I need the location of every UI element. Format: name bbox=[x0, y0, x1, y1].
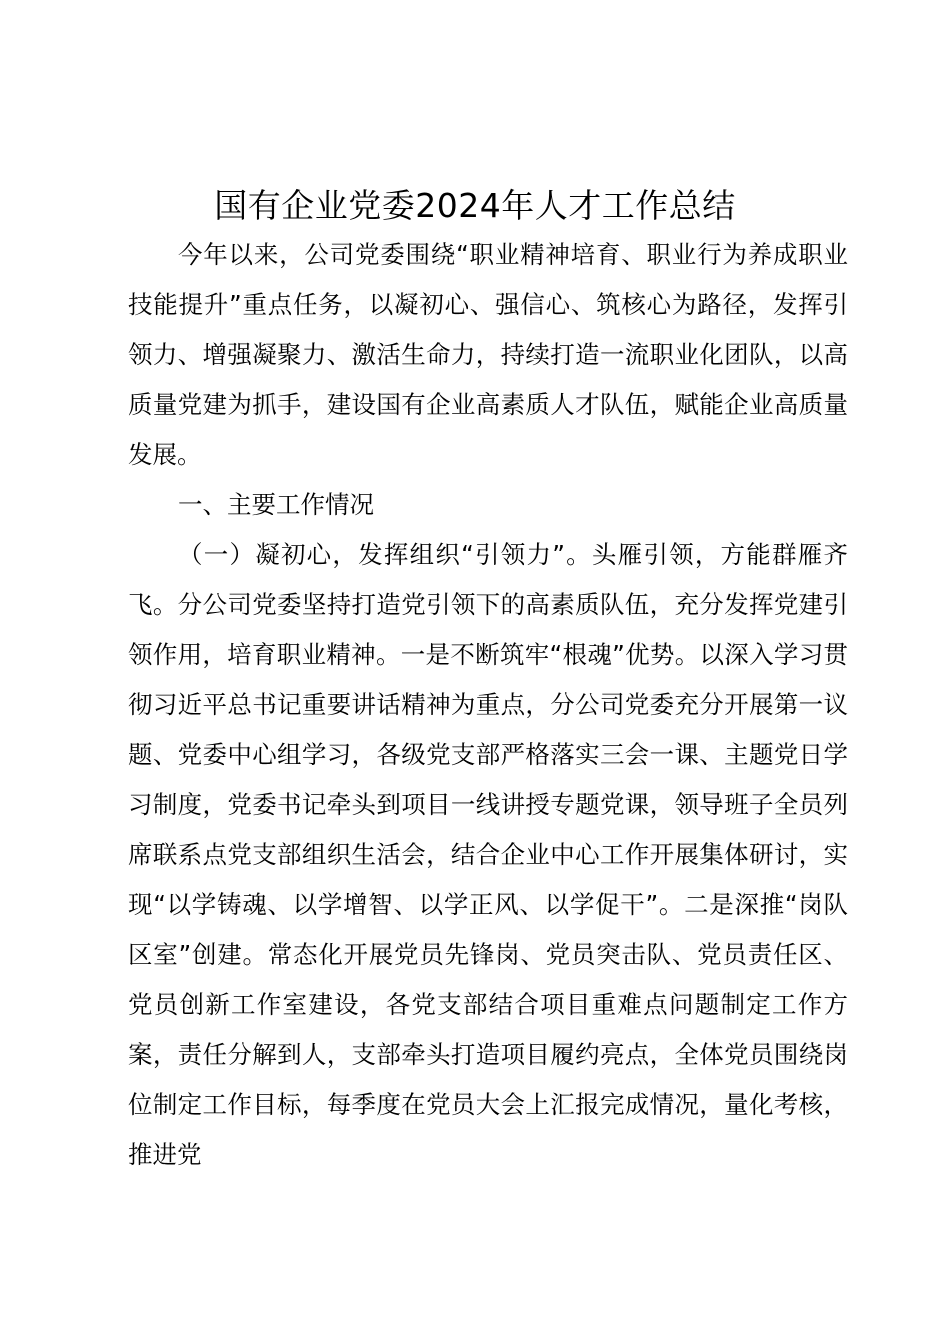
document-title: 国有企业党委2024年人才工作总结 bbox=[214, 186, 736, 225]
section-heading: 一、主要工作情况 bbox=[178, 490, 374, 519]
body-paragraph: （一）凝初心，发挥组织“引领力”。头雁引领，方能群雁齐飞。分公司党委坚持打造党引领下的高素质队伍，充分发挥党建引领作用，培育职业精神。一是不断筑牢“根魂”优势。以深入学习贯彻习近平总书记重要讲话精神为重点，分公司党委充分开展第一议题、党委中心组学习，各级党支部严格落实三会一课、主题党日学习制度，党委书记牵头到项目一线讲授专题党课，领导班子全员列席联系点党支部组织生活会，结合企业中心工作开展集体研讨，实现“以学铸魂、以学增智、以学正风、以学促干”。二是深推“岗队区室”创建。常态化开展党员先锋岗、党员突击队、党员责任区、党员创新工作室建设，各党支部结合项目重难点问题制定工作方案，责任分解到人，支部牵头打造项目履约亮点，全体党员围绕岗位制定工作目标，每季度在党员大会上汇报完成情况，量化考核，推进党 bbox=[128, 540, 848, 1169]
intro-paragraph: 今年以来，公司党委围绕“职业精神培育、职业行为养成职业技能提升”重点任务，以凝初心、强信心、筑核心为路径，发挥引领力、增强凝聚力、激活生命力，持续打造一流职业化团队，以高质量党建为抓手，建设国有企业高素质人才队伍，赋能企业高质量发展。 bbox=[128, 240, 848, 469]
document-body bbox=[128, 230, 848, 1180]
